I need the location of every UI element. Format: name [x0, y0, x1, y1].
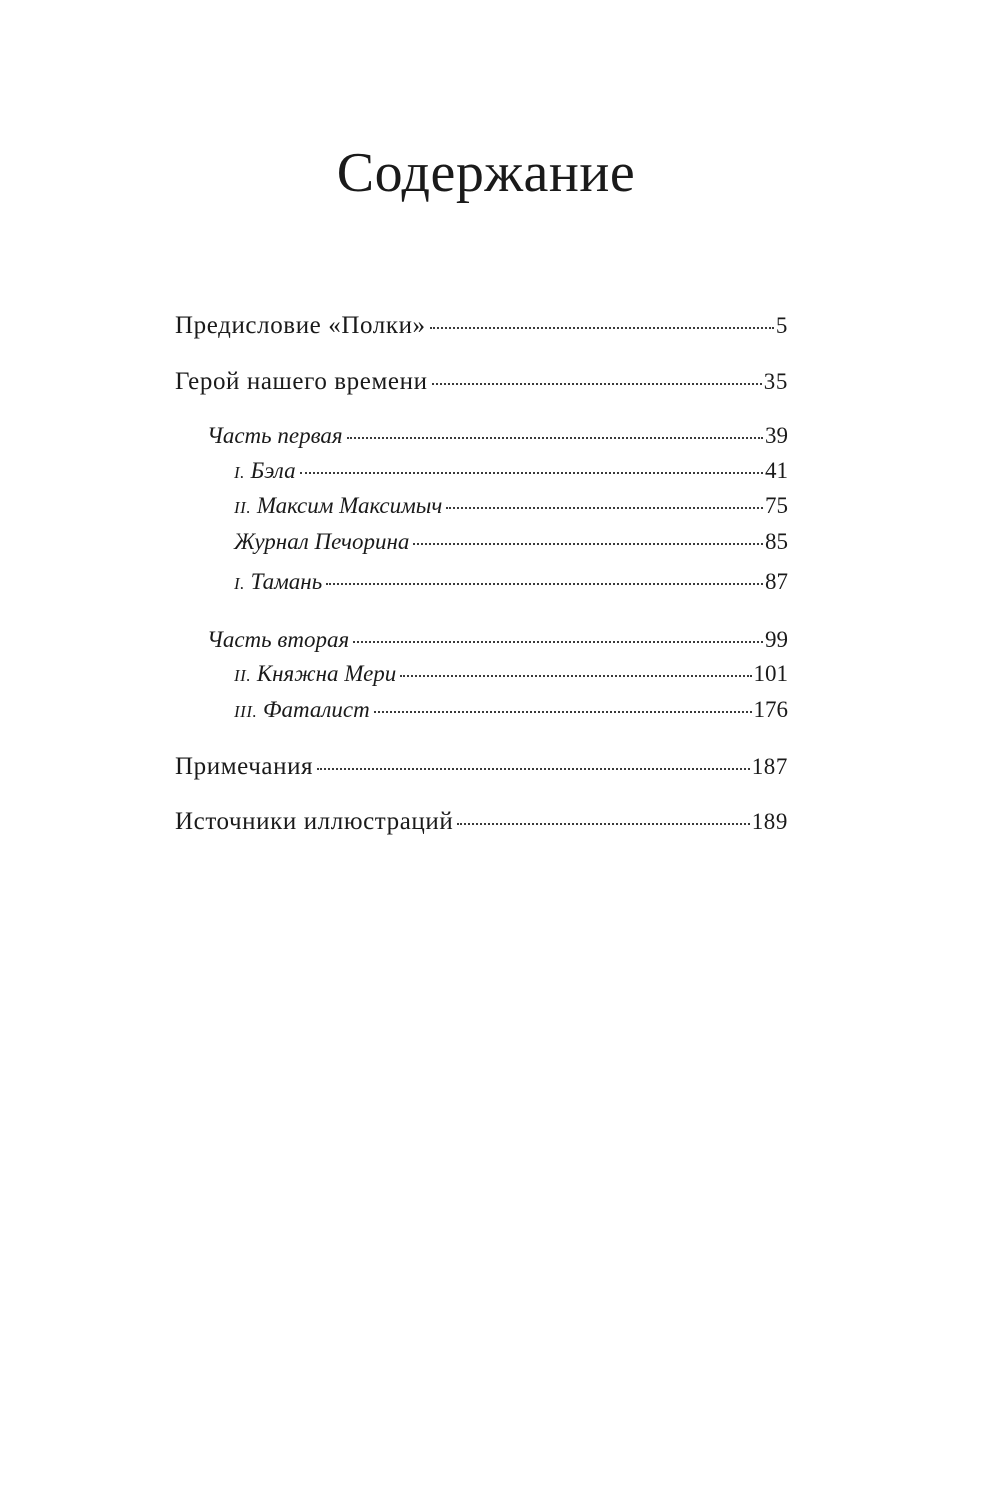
toc-entry-page: 87: [765, 569, 788, 594]
leader-dots: [430, 327, 774, 329]
toc-entry-label: Герой нашего времени: [175, 368, 428, 395]
toc-entry-page: 75: [765, 493, 788, 518]
leader-dots: [374, 711, 752, 713]
leader-dots: [347, 437, 763, 439]
toc-entry-page: 176: [753, 697, 788, 722]
page-title: Содержание: [336, 142, 636, 204]
leader-dots: [353, 641, 763, 643]
toc-entry-page: 35: [763, 369, 788, 394]
toc-entry-notes[interactable]: [175, 754, 788, 779]
toc-entry-label: III. Фаталист: [234, 697, 370, 722]
toc-entry-part-two[interactable]: [207, 628, 788, 651]
roman-numeral: II.: [234, 666, 252, 685]
toc-entry-preface[interactable]: [175, 313, 788, 338]
toc-entry-page: 99: [765, 627, 788, 652]
toc-entry-illustration-sources[interactable]: [175, 809, 788, 834]
toc-entry-label: Часть первая: [207, 423, 343, 448]
roman-numeral: II.: [234, 498, 252, 517]
toc-entry-page: 39: [765, 423, 788, 448]
roman-numeral: I.: [234, 574, 245, 593]
leader-dots: [400, 675, 751, 677]
leader-dots: [317, 768, 750, 770]
toc-entry-page: 85: [765, 529, 788, 554]
toc-entry-label: II. Максим Максимыч: [234, 493, 443, 518]
leader-dots: [446, 507, 763, 509]
toc-entry-page: 41: [765, 458, 788, 483]
leader-dots: [457, 823, 749, 825]
toc-entry-page: 5: [775, 313, 788, 338]
toc-entry-page: 101: [753, 661, 788, 686]
toc-entry-label: Примечания: [175, 753, 314, 780]
toc-entry-page: 189: [751, 809, 788, 834]
toc-entry-fatalist[interactable]: [234, 698, 788, 721]
toc-entry-part-one[interactable]: [207, 424, 788, 447]
toc-entry-hero[interactable]: [175, 369, 788, 394]
roman-numeral: III.: [234, 702, 258, 721]
toc-entry-taman[interactable]: [234, 570, 788, 593]
toc-entry-label: Источники иллюстраций: [175, 808, 454, 835]
leader-dots: [326, 583, 763, 585]
toc-entry-label: I. Бэла: [234, 458, 296, 483]
toc-entry-label: Журнал Печорина: [234, 529, 410, 554]
toc-entry-label: Часть вторая: [207, 627, 350, 652]
toc-entry-pechorin-journal[interactable]: [234, 530, 788, 553]
toc-entry-label: II. Княжна Мери: [234, 661, 397, 686]
roman-numeral: I.: [234, 463, 245, 482]
leader-dots: [300, 472, 763, 474]
toc-entry-label: I. Тамань: [234, 569, 323, 594]
toc-entry-bela[interactable]: [234, 459, 788, 482]
leader-dots: [413, 543, 763, 545]
toc-entry-label: Предисловие «Полки»: [175, 312, 426, 339]
leader-dots: [432, 383, 762, 385]
toc-entry-princess-mary[interactable]: [234, 662, 788, 685]
toc-entry-page: 187: [751, 754, 788, 779]
toc-entry-maksim-maksimych[interactable]: [234, 494, 788, 517]
